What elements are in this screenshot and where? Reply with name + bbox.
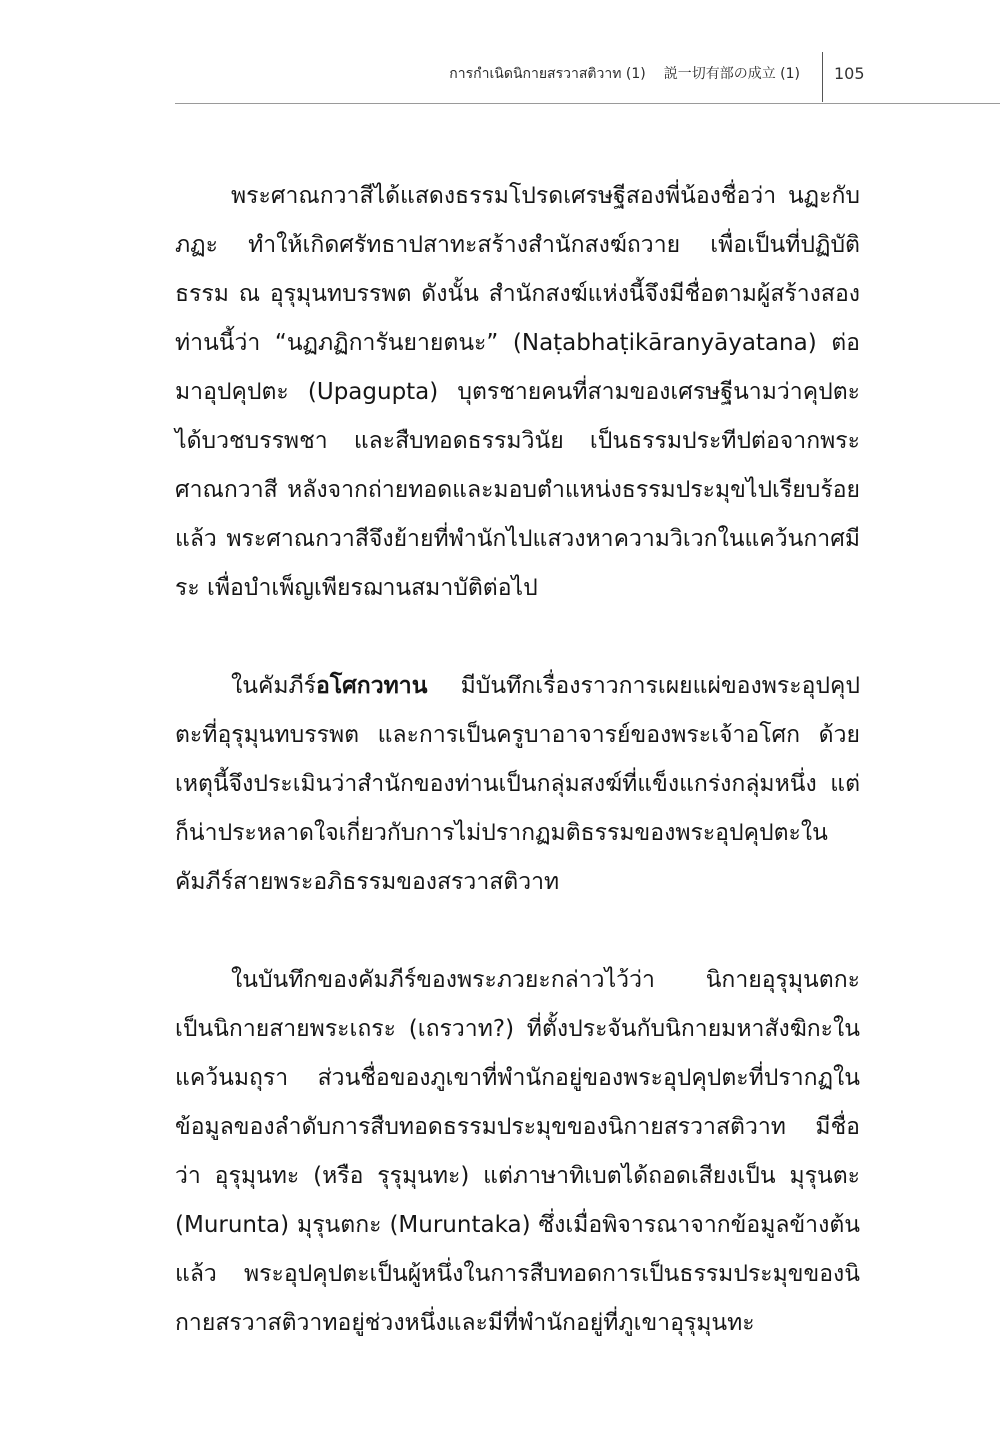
- running-title-japanese: 説一切有部の成立 (1): [663, 66, 800, 82]
- paragraph-2-lead: ในคัมภีร์: [231, 673, 317, 699]
- header-vertical-rule: [822, 52, 823, 102]
- header-horizontal-rule: [175, 103, 1000, 104]
- page-number: 105: [834, 64, 865, 83]
- paragraph-1: พระศาณกวาสีได้แสดงธรรมโปรดเศรษฐีสองพี่น้องชื่อว่า นฏะกับภฏะ ทำให้เกิดศรัทธาปสาทะสร้างสำนักสงฆ์ถวาย เพื่อเป็นที่ปฏิบัติธรรม ณ อุรุมุนทบรรพต ดังนั้น สำนักสงฆ์แห่งนี้จึงมีชื่อตามผู้สร้างสองท่านนี้ว่า “นฏภฏิการันยายตนะ” (Naṭabhaṭikāranyāyatana) ต่อมาอุปคุปตะ (Upagupta) บุตรชายคนที่สามของเศรษฐีนามว่าคุปตะได้บวชบรรพชา และสืบทอดธรรมวินัย เป็นธรรมประทีปต่อจากพระศาณกวาสี หลังจากถ่ายทอดและมอบตำแหน่งธรรมประมุขไปเรียบร้อยแล้ว พระศาณกวาสีจึงย้ายที่พำนักไปแสวงหาความวิเวกในแคว้นกาศมีระ เพื่อบำเพ็ญเพียรฌานสมาบัติต่อไป: [175, 183, 860, 601]
- paragraph-2-rest: มีบันทึกเรื่องราวการเผยแผ่ของพระอุปคุปตะที่อุรุมุนทบรรพต และการเป็นครูบาอาจารย์ของพระเจ้าอโศก ด้วยเหตุนี้จึงประเมินว่าสำนักของท่านเป็นกลุ่มสงฆ์ที่แข็งแกร่งกลุ่มหนึ่ง แต่ก็น่าประหลาดใจเกี่ยวกับการไม่ปรากฏมติธรรมของพระอุปคุปตะในคัมภีร์สายพระอภิธรรมของสรวาสติวาท: [175, 673, 860, 895]
- running-title-thai: การกำเนิดนิกายสรวาสติวาท (1): [449, 66, 646, 82]
- running-title: [449, 62, 800, 86]
- body-text: [175, 172, 860, 1348]
- scripture-title-ashokavadana: อโศกวทาน: [316, 673, 428, 699]
- paragraph-3: ในบันทึกของคัมภีร์ของพระภวยะกล่าวไว้ว่า นิกายอุรุมุนตกะ เป็นนิกายสายพระเถระ (เถรวาท?) ที่ตั้งประจันกับนิกายมหาสังฆิกะในแคว้นมถุรา ส่วนชื่อของภูเขาที่พำนักอยู่ของพระอุปคุปตะที่ปรากฏในข้อมูลของลำดับการสืบทอดธรรมประมุขของนิกายสรวาสติวาท มีชื่อว่า อุรุมุนทะ (หรือ รุรุมุนทะ) แต่ภาษาทิเบตได้ถอดเสียงเป็น มุรุนตะ (Murunta) มุรุนตกะ (Muruntaka) ซึ่งเมื่อพิจารณาจากข้อมูลข้างต้นแล้ว พระอุปคุปตะเป็นผู้หนึ่งในการสืบทอดการเป็นธรรมประมุขของนิกายสรวาสติวาทอยู่ช่วงหนึ่งและมีที่พำนักอยู่ที่ภูเขาอุรุมุนทะ: [175, 967, 860, 1336]
- page-header: [0, 0, 1000, 110]
- paragraph-2: [175, 662, 860, 907]
